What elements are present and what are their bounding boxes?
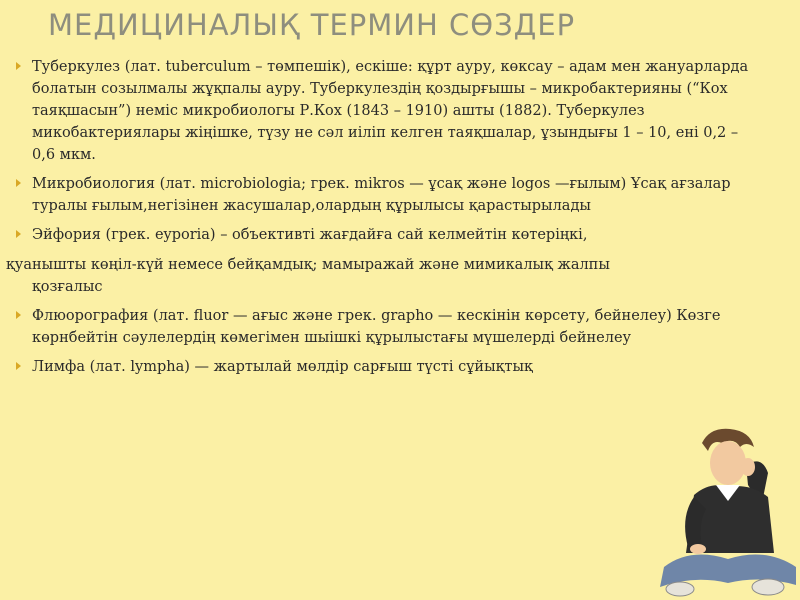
bullet-icon	[16, 230, 21, 238]
list-item-lymph	[0, 356, 760, 378]
slide-body	[0, 56, 760, 385]
list-item-text: Туберкулез (лат. tuberculum – төмпешік), ескіше: құрт ауру, көксау – адам мен жануарларда болатын созылмалы жұқпалы ауру. Туберкулездің қоздырғышы – микробактерияны (“Кох таяқшасын”) неміс микробиологы Р.Кох (1843 – 1910) ашты (1882). Туберкулез микобактериялары жіңішке, түзу не сәл иіліп келген таяқшалар, ұзындығы 1 – 10, ені 0,2 – 0,6 мкм.	[32, 59, 749, 163]
list-item-microbiology	[0, 173, 760, 217]
list-item-text: Эйфория (грек. eyporia) – объективті жағдайға сай келмейтін көтеріңкі,	[32, 227, 588, 243]
list-item-fluorography	[0, 305, 760, 349]
bullet-icon	[16, 179, 21, 187]
list-item-continuation: қуанышты көңіл-күй немесе бейқамдық; мамыражай және мимикалық жалпы	[6, 257, 610, 273]
list-item-text: Лимфа (лат. lympha) — жартылай мөлдір сарғыш түсті сұйықтық	[32, 359, 533, 375]
bullet-icon	[16, 62, 21, 70]
list-item-tuberculosis	[0, 56, 760, 166]
thinking-man-illustration	[650, 425, 800, 600]
bullet-icon	[16, 311, 21, 319]
list-item-continuation-2: қозғалыс	[32, 279, 103, 295]
slide-title: МЕДИЦИНАЛЫҚ ТЕРМИН СӨЗДЕР	[48, 8, 576, 42]
list-item-euphoria	[0, 224, 760, 246]
list-item-text: Микробиология (лат. microbiologia; грек. mikros — ұсақ және logos —ғылым) Ұсақ ағзалар туралы ғылым,негізінен жасушалар,олардың құрылысы қарастырылады	[32, 176, 731, 214]
bullet-icon	[16, 362, 21, 370]
list-item-text: Флюорография (лат. fluor — ағыс және грек. grapho — кескінін көрсету, бейнелеу) Көзге көрнбейтін сәулелердің көмегімен шыішкі құрылыстағы мүшелерді бейнелеу	[32, 308, 721, 346]
